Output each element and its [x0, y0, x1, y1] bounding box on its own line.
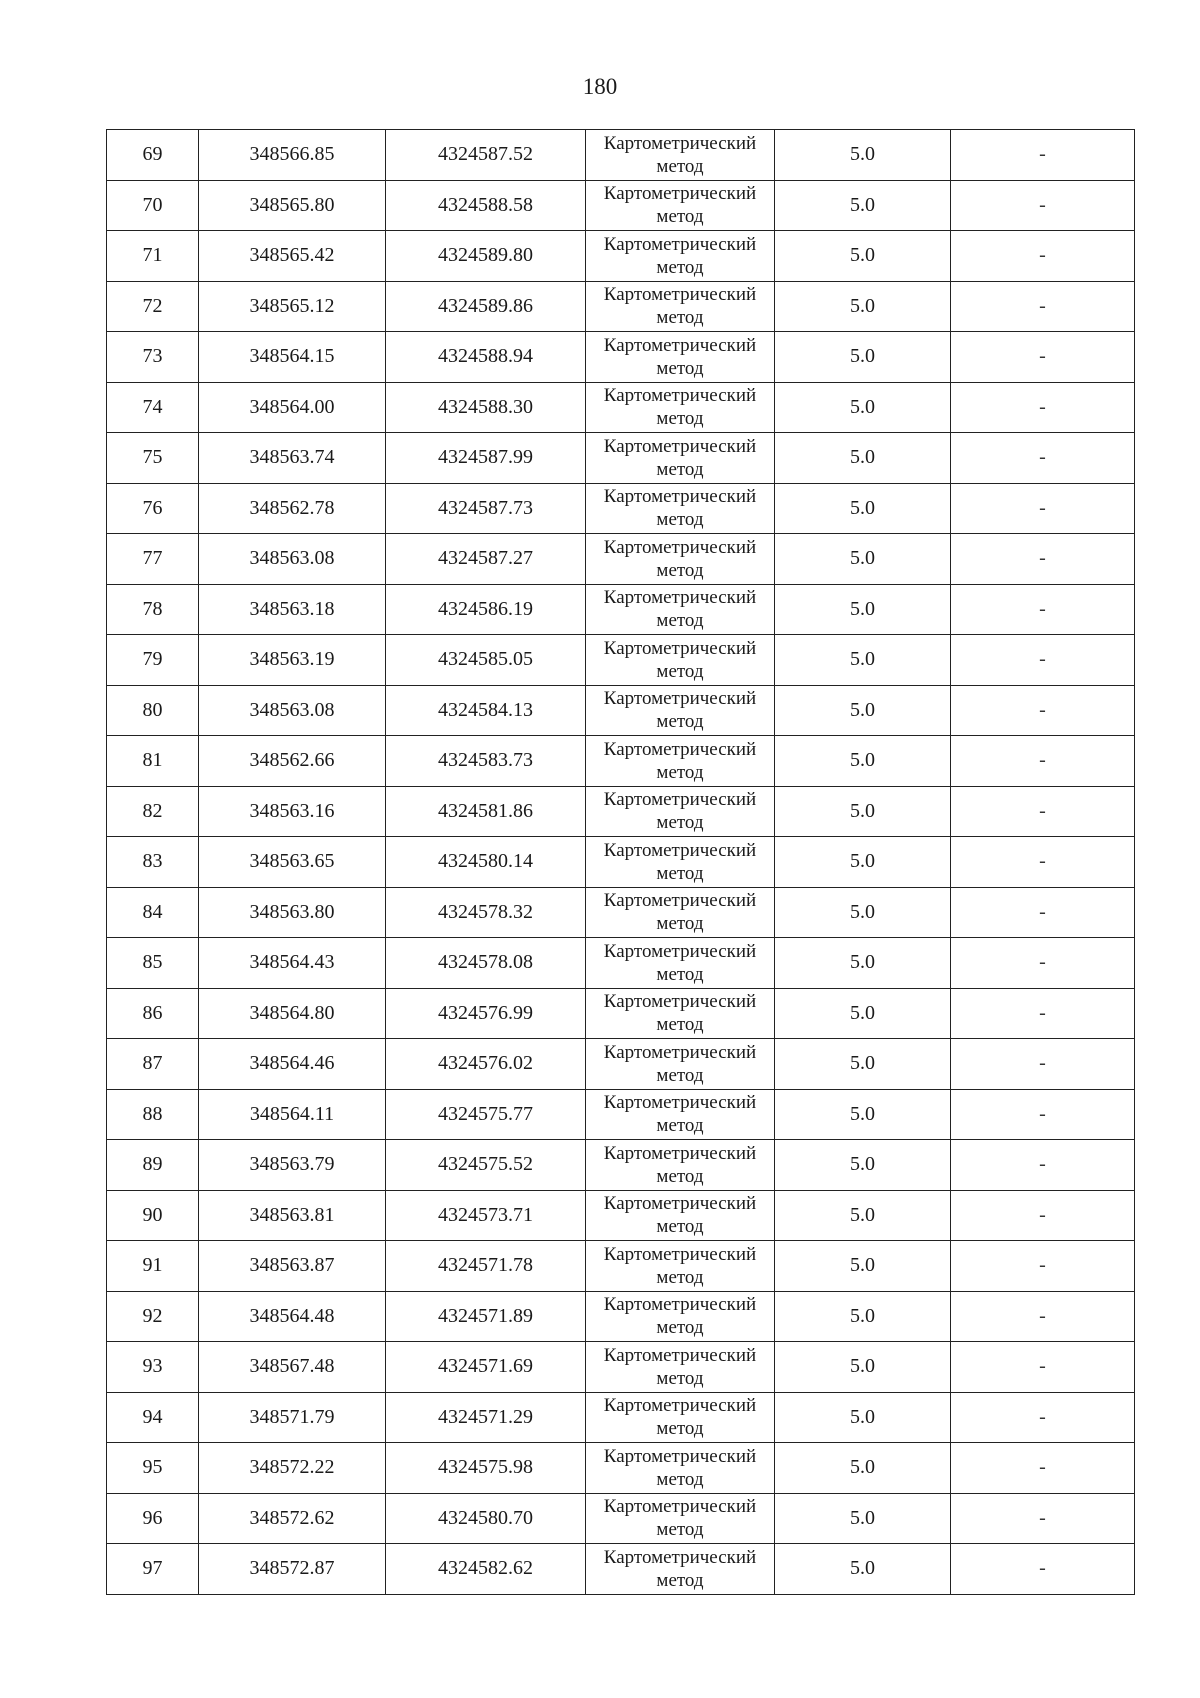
method-line-1: Картометрический: [603, 587, 757, 609]
y-coordinate-cell: 4324580.70: [386, 1493, 586, 1544]
x-coordinate-cell: 348571.79: [199, 1392, 386, 1443]
method-line-2: метод: [656, 1519, 704, 1541]
method-line-1: Картометрический: [603, 688, 757, 710]
method-line-2: метод: [656, 1165, 704, 1187]
method-line-1: Картометрический: [603, 233, 757, 255]
x-coordinate-cell: 348564.46: [199, 1039, 386, 1090]
note-cell: -: [951, 988, 1135, 1039]
table-body: [107, 130, 1135, 1595]
method-cell: [586, 1443, 775, 1494]
method-line-2: метод: [656, 256, 704, 278]
accuracy-cell: 5.0: [775, 635, 951, 686]
method-cell: [586, 1544, 775, 1595]
method-cell: [586, 1190, 775, 1241]
y-coordinate-cell: 4324584.13: [386, 685, 586, 736]
point-number-cell: 77: [107, 534, 199, 585]
point-number-cell: 89: [107, 1140, 199, 1191]
note-cell: -: [951, 281, 1135, 332]
table-row: [107, 584, 1135, 635]
point-number-cell: 75: [107, 433, 199, 484]
table-row: [107, 786, 1135, 837]
note-cell: -: [951, 1544, 1135, 1595]
table-row: [107, 887, 1135, 938]
accuracy-cell: 5.0: [775, 180, 951, 231]
point-number-cell: 85: [107, 938, 199, 989]
table-row: [107, 180, 1135, 231]
table-row: [107, 736, 1135, 787]
method-cell: [586, 180, 775, 231]
method-line-2: метод: [656, 559, 704, 581]
x-coordinate-cell: 348563.74: [199, 433, 386, 484]
method-line-1: Картометрический: [603, 486, 757, 508]
note-cell: -: [951, 736, 1135, 787]
method-line-2: метод: [656, 660, 704, 682]
point-number-cell: 78: [107, 584, 199, 635]
x-coordinate-cell: 348562.78: [199, 483, 386, 534]
accuracy-cell: 5.0: [775, 1241, 951, 1292]
method-line-2: метод: [656, 1014, 704, 1036]
table-row: [107, 534, 1135, 585]
method-line-2: метод: [656, 761, 704, 783]
accuracy-cell: 5.0: [775, 1443, 951, 1494]
accuracy-cell: 5.0: [775, 433, 951, 484]
table-row: [107, 281, 1135, 332]
point-number-cell: 94: [107, 1392, 199, 1443]
note-cell: -: [951, 483, 1135, 534]
point-number-cell: 88: [107, 1089, 199, 1140]
y-coordinate-cell: 4324571.89: [386, 1291, 586, 1342]
method-line-2: метод: [656, 1569, 704, 1591]
method-line-2: метод: [656, 862, 704, 884]
point-number-cell: 82: [107, 786, 199, 837]
method-line-1: Картометрический: [603, 1243, 757, 1265]
method-cell: [586, 281, 775, 332]
table-row: [107, 685, 1135, 736]
method-line-1: Картометрический: [603, 132, 757, 154]
method-line-2: метод: [656, 1367, 704, 1389]
x-coordinate-cell: 348563.08: [199, 534, 386, 585]
table-row: [107, 483, 1135, 534]
method-line-1: Картометрический: [603, 284, 757, 306]
note-cell: -: [951, 837, 1135, 888]
method-line-1: Картометрический: [603, 1445, 757, 1467]
accuracy-cell: 5.0: [775, 1544, 951, 1595]
x-coordinate-cell: 348566.85: [199, 130, 386, 181]
method-cell: [586, 988, 775, 1039]
table-row: [107, 1140, 1135, 1191]
method-line-1: Картометрический: [603, 1546, 757, 1568]
accuracy-cell: 5.0: [775, 938, 951, 989]
point-number-cell: 72: [107, 281, 199, 332]
table-row: [107, 1291, 1135, 1342]
point-number-cell: 80: [107, 685, 199, 736]
point-number-cell: 91: [107, 1241, 199, 1292]
method-line-1: Картометрический: [603, 1193, 757, 1215]
method-line-1: Картометрический: [603, 1496, 757, 1518]
method-line-1: Картометрический: [603, 183, 757, 205]
point-number-cell: 76: [107, 483, 199, 534]
x-coordinate-cell: 348564.15: [199, 332, 386, 383]
note-cell: -: [951, 786, 1135, 837]
method-cell: [586, 1493, 775, 1544]
method-line-1: Картометрический: [603, 991, 757, 1013]
y-coordinate-cell: 4324575.98: [386, 1443, 586, 1494]
point-number-cell: 84: [107, 887, 199, 938]
point-number-cell: 73: [107, 332, 199, 383]
note-cell: -: [951, 1089, 1135, 1140]
note-cell: -: [951, 1039, 1135, 1090]
table-row: [107, 433, 1135, 484]
page-number: 180: [582, 74, 618, 99]
accuracy-cell: 5.0: [775, 988, 951, 1039]
table-row: [107, 1241, 1135, 1292]
method-line-1: Картометрический: [603, 334, 757, 356]
table-row: [107, 382, 1135, 433]
method-line-2: метод: [656, 913, 704, 935]
method-line-2: метод: [656, 610, 704, 632]
y-coordinate-cell: 4324580.14: [386, 837, 586, 888]
point-number-cell: 87: [107, 1039, 199, 1090]
point-number-cell: 96: [107, 1493, 199, 1544]
method-line-1: Картометрический: [603, 536, 757, 558]
x-coordinate-cell: 348564.00: [199, 382, 386, 433]
note-cell: -: [951, 584, 1135, 635]
y-coordinate-cell: 4324578.08: [386, 938, 586, 989]
method-cell: [586, 685, 775, 736]
x-coordinate-cell: 348563.65: [199, 837, 386, 888]
method-line-2: метод: [656, 357, 704, 379]
point-number-cell: 69: [107, 130, 199, 181]
y-coordinate-cell: 4324589.86: [386, 281, 586, 332]
method-cell: [586, 938, 775, 989]
x-coordinate-cell: 348563.80: [199, 887, 386, 938]
method-line-2: метод: [656, 206, 704, 228]
x-coordinate-cell: 348565.12: [199, 281, 386, 332]
method-line-1: Картометрический: [603, 1294, 757, 1316]
point-number-cell: 74: [107, 382, 199, 433]
y-coordinate-cell: 4324587.99: [386, 433, 586, 484]
y-coordinate-cell: 4324576.99: [386, 988, 586, 1039]
y-coordinate-cell: 4324588.30: [386, 382, 586, 433]
accuracy-cell: 5.0: [775, 837, 951, 888]
table-row: [107, 1039, 1135, 1090]
method-line-1: Картометрический: [603, 1041, 757, 1063]
method-cell: [586, 483, 775, 534]
method-line-2: метод: [656, 812, 704, 834]
point-number-cell: 90: [107, 1190, 199, 1241]
point-number-cell: 86: [107, 988, 199, 1039]
point-number-cell: 97: [107, 1544, 199, 1595]
note-cell: -: [951, 130, 1135, 181]
method-cell: [586, 332, 775, 383]
y-coordinate-cell: 4324573.71: [386, 1190, 586, 1241]
note-cell: -: [951, 1443, 1135, 1494]
method-line-2: метод: [656, 1317, 704, 1339]
table-row: [107, 231, 1135, 282]
accuracy-cell: 5.0: [775, 332, 951, 383]
x-coordinate-cell: 348563.18: [199, 584, 386, 635]
y-coordinate-cell: 4324587.27: [386, 534, 586, 585]
method-line-2: метод: [656, 155, 704, 177]
x-coordinate-cell: 348572.87: [199, 1544, 386, 1595]
x-coordinate-cell: 348563.87: [199, 1241, 386, 1292]
note-cell: -: [951, 685, 1135, 736]
note-cell: -: [951, 1493, 1135, 1544]
method-line-1: Картометрический: [603, 789, 757, 811]
x-coordinate-cell: 348563.16: [199, 786, 386, 837]
table-row: [107, 1443, 1135, 1494]
accuracy-cell: 5.0: [775, 736, 951, 787]
accuracy-cell: 5.0: [775, 1039, 951, 1090]
x-coordinate-cell: 348572.22: [199, 1443, 386, 1494]
method-line-2: метод: [656, 1418, 704, 1440]
note-cell: -: [951, 534, 1135, 585]
method-cell: [586, 837, 775, 888]
method-cell: [586, 231, 775, 282]
method-line-1: Картометрический: [603, 890, 757, 912]
y-coordinate-cell: 4324575.77: [386, 1089, 586, 1140]
method-cell: [586, 1140, 775, 1191]
table-row: [107, 1089, 1135, 1140]
point-number-cell: 81: [107, 736, 199, 787]
method-line-1: Картометрический: [603, 435, 757, 457]
y-coordinate-cell: 4324571.29: [386, 1392, 586, 1443]
table-row: [107, 1544, 1135, 1595]
method-line-2: метод: [656, 408, 704, 430]
method-cell: [586, 786, 775, 837]
x-coordinate-cell: 348563.79: [199, 1140, 386, 1191]
note-cell: -: [951, 332, 1135, 383]
method-cell: [586, 1392, 775, 1443]
table-row: [107, 332, 1135, 383]
x-coordinate-cell: 348563.19: [199, 635, 386, 686]
note-cell: -: [951, 382, 1135, 433]
accuracy-cell: 5.0: [775, 231, 951, 282]
note-cell: -: [951, 1241, 1135, 1292]
y-coordinate-cell: 4324575.52: [386, 1140, 586, 1191]
method-cell: [586, 382, 775, 433]
accuracy-cell: 5.0: [775, 281, 951, 332]
accuracy-cell: 5.0: [775, 1140, 951, 1191]
method-line-1: Картометрический: [603, 940, 757, 962]
y-coordinate-cell: 4324589.80: [386, 231, 586, 282]
point-number-cell: 93: [107, 1342, 199, 1393]
method-line-1: Картометрический: [603, 1142, 757, 1164]
point-number-cell: 70: [107, 180, 199, 231]
method-line-1: Картометрический: [603, 637, 757, 659]
accuracy-cell: 5.0: [775, 584, 951, 635]
method-cell: [586, 433, 775, 484]
accuracy-cell: 5.0: [775, 130, 951, 181]
x-coordinate-cell: 348564.43: [199, 938, 386, 989]
point-number-cell: 71: [107, 231, 199, 282]
note-cell: -: [951, 1342, 1135, 1393]
table-row: [107, 1392, 1135, 1443]
method-line-2: метод: [656, 1266, 704, 1288]
method-line-1: Картометрический: [603, 1092, 757, 1114]
method-line-1: Картометрический: [603, 839, 757, 861]
y-coordinate-cell: 4324581.86: [386, 786, 586, 837]
table-row: [107, 635, 1135, 686]
coordinates-table: [106, 129, 1135, 1595]
table-row: [107, 837, 1135, 888]
method-line-2: метод: [656, 1115, 704, 1137]
method-cell: [586, 1291, 775, 1342]
x-coordinate-cell: 348563.81: [199, 1190, 386, 1241]
point-number-cell: 79: [107, 635, 199, 686]
x-coordinate-cell: 348563.08: [199, 685, 386, 736]
method-line-1: Картометрический: [603, 738, 757, 760]
point-number-cell: 83: [107, 837, 199, 888]
accuracy-cell: 5.0: [775, 887, 951, 938]
method-line-2: метод: [656, 1468, 704, 1490]
x-coordinate-cell: 348565.42: [199, 231, 386, 282]
accuracy-cell: 5.0: [775, 1493, 951, 1544]
table-row: [107, 1493, 1135, 1544]
point-number-cell: 92: [107, 1291, 199, 1342]
y-coordinate-cell: 4324587.73: [386, 483, 586, 534]
accuracy-cell: 5.0: [775, 1089, 951, 1140]
note-cell: -: [951, 635, 1135, 686]
method-cell: [586, 130, 775, 181]
method-line-1: Картометрический: [603, 1395, 757, 1417]
table-row: [107, 988, 1135, 1039]
x-coordinate-cell: 348564.48: [199, 1291, 386, 1342]
note-cell: -: [951, 1392, 1135, 1443]
x-coordinate-cell: 348564.80: [199, 988, 386, 1039]
accuracy-cell: 5.0: [775, 786, 951, 837]
note-cell: -: [951, 231, 1135, 282]
method-line-2: метод: [656, 458, 704, 480]
method-line-2: метод: [656, 1216, 704, 1238]
table-row: [107, 1342, 1135, 1393]
method-cell: [586, 534, 775, 585]
y-coordinate-cell: 4324583.73: [386, 736, 586, 787]
method-line-2: метод: [656, 509, 704, 531]
x-coordinate-cell: 348567.48: [199, 1342, 386, 1393]
y-coordinate-cell: 4324585.05: [386, 635, 586, 686]
y-coordinate-cell: 4324571.78: [386, 1241, 586, 1292]
y-coordinate-cell: 4324588.94: [386, 332, 586, 383]
x-coordinate-cell: 348562.66: [199, 736, 386, 787]
accuracy-cell: 5.0: [775, 1291, 951, 1342]
method-cell: [586, 736, 775, 787]
method-cell: [586, 635, 775, 686]
table-row: [107, 130, 1135, 181]
method-line-2: метод: [656, 1064, 704, 1086]
y-coordinate-cell: 4324586.19: [386, 584, 586, 635]
method-line-2: метод: [656, 963, 704, 985]
method-line-2: метод: [656, 711, 704, 733]
y-coordinate-cell: 4324587.52: [386, 130, 586, 181]
x-coordinate-cell: 348572.62: [199, 1493, 386, 1544]
method-cell: [586, 887, 775, 938]
accuracy-cell: 5.0: [775, 1392, 951, 1443]
note-cell: -: [951, 1140, 1135, 1191]
note-cell: -: [951, 180, 1135, 231]
accuracy-cell: 5.0: [775, 1190, 951, 1241]
method-cell: [586, 1241, 775, 1292]
table-row: [107, 938, 1135, 989]
method-line-2: метод: [656, 307, 704, 329]
accuracy-cell: 5.0: [775, 534, 951, 585]
accuracy-cell: 5.0: [775, 1342, 951, 1393]
point-number-cell: 95: [107, 1443, 199, 1494]
note-cell: -: [951, 1190, 1135, 1241]
accuracy-cell: 5.0: [775, 483, 951, 534]
note-cell: -: [951, 433, 1135, 484]
y-coordinate-cell: 4324578.32: [386, 887, 586, 938]
accuracy-cell: 5.0: [775, 685, 951, 736]
note-cell: -: [951, 1291, 1135, 1342]
method-cell: [586, 1039, 775, 1090]
y-coordinate-cell: 4324582.62: [386, 1544, 586, 1595]
y-coordinate-cell: 4324571.69: [386, 1342, 586, 1393]
method-line-1: Картометрический: [603, 1344, 757, 1366]
method-line-1: Картометрический: [603, 385, 757, 407]
method-cell: [586, 1342, 775, 1393]
x-coordinate-cell: 348565.80: [199, 180, 386, 231]
note-cell: -: [951, 887, 1135, 938]
accuracy-cell: 5.0: [775, 382, 951, 433]
method-cell: [586, 1089, 775, 1140]
y-coordinate-cell: 4324576.02: [386, 1039, 586, 1090]
x-coordinate-cell: 348564.11: [199, 1089, 386, 1140]
table-row: [107, 1190, 1135, 1241]
y-coordinate-cell: 4324588.58: [386, 180, 586, 231]
method-cell: [586, 584, 775, 635]
note-cell: -: [951, 938, 1135, 989]
